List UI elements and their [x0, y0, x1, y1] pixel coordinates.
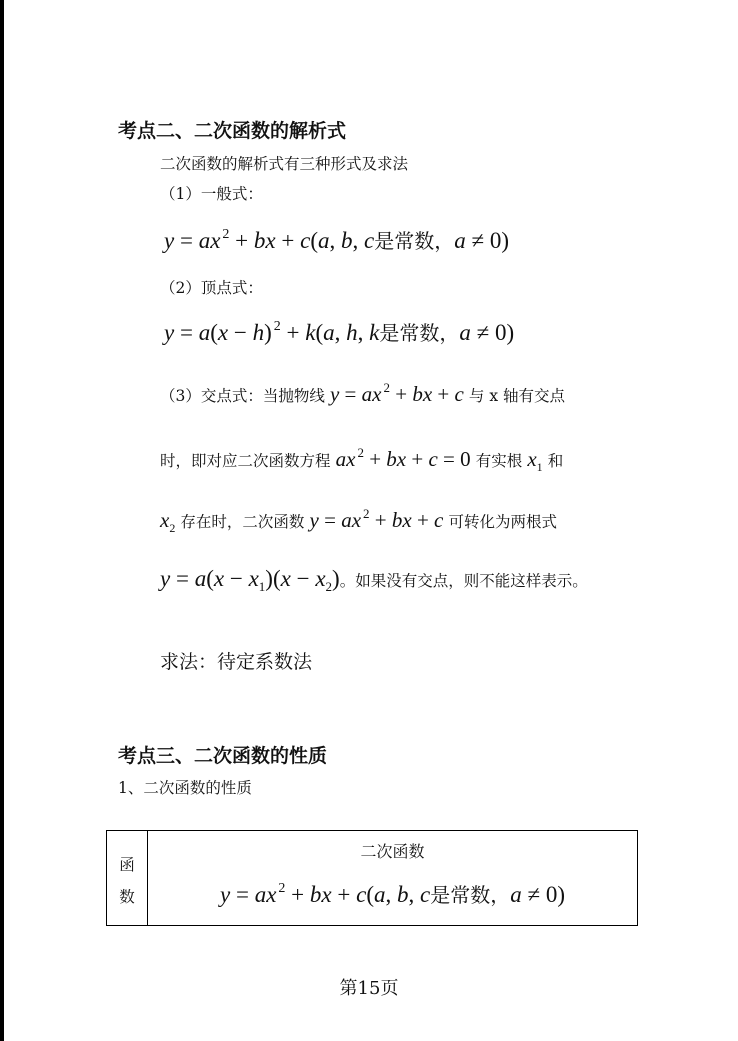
root-x2: $x_2$ — [160, 508, 176, 535]
form3-text2: 时，即对应二次函数方程 — [160, 452, 331, 470]
section-intro: 二次函数的解析式有三种形式及求法 — [160, 155, 409, 173]
table-header: 二次函数 — [360, 842, 425, 861]
form2-formula: y = a(x − h) $^2$ + k(a, h, k是常数，a ≠ 0) — [164, 319, 515, 345]
left-border-rule — [0, 0, 4, 1041]
section-heading-2: 考点二、二次函数的解析式 — [118, 120, 347, 142]
form3-line4 — [160, 566, 588, 595]
properties-table — [106, 830, 638, 926]
table-label-top: 函 — [119, 856, 135, 874]
form3-label: （3）交点式：当抛物线 — [160, 387, 325, 405]
form3-text3: 有实根 — [475, 452, 523, 470]
section3-subheading: 1、二次函数的性质 — [118, 779, 252, 797]
form3-parabola: y = ax $^2$ + bx + c — [329, 380, 464, 406]
method-text: 求法：待定系数法 — [160, 651, 313, 673]
form3-text4: 和 — [547, 452, 564, 470]
table-formula-condition: 是常数， — [430, 883, 511, 907]
form3-equation: ax $^2$ + bx + c = 0 — [335, 445, 471, 471]
table-formula: y = ax $^2$ + bx + c(a, b, c是常数，a ≠ 0) — [219, 881, 565, 907]
form3-text5: 存在时，二次函数 — [180, 513, 305, 531]
form2-label: （2）顶点式： — [160, 279, 263, 297]
page-number: 第15页 — [339, 978, 399, 999]
section-heading-3: 考点三、二次函数的性质 — [118, 745, 328, 767]
form3-factored-formula: $y = a(x - x_1)(x - x_2)$ — [160, 566, 340, 594]
form1-formula: y = ax $^2$ + bx + c(a, b, c是常数，a ≠ 0) — [164, 227, 510, 253]
form1-condition: 是常数， — [374, 229, 455, 253]
root-x1: $x_1$ — [527, 447, 543, 474]
form3-line2 — [160, 445, 563, 475]
form3-text6: 可转化为两根式 — [448, 513, 557, 531]
form1-label: （1）一般式： — [160, 185, 263, 203]
form3-line3 — [160, 506, 557, 536]
table-label-bottom: 数 — [119, 888, 135, 906]
form3-function: y = ax $^2$ + bx + c — [309, 506, 444, 532]
form3-text1: 与 x 轴有交点 — [468, 387, 566, 405]
form2-condition: 是常数， — [379, 321, 460, 345]
form3-line1 — [160, 380, 565, 407]
form3-text7: 。如果没有交点，则不能这样表示。 — [339, 572, 588, 590]
